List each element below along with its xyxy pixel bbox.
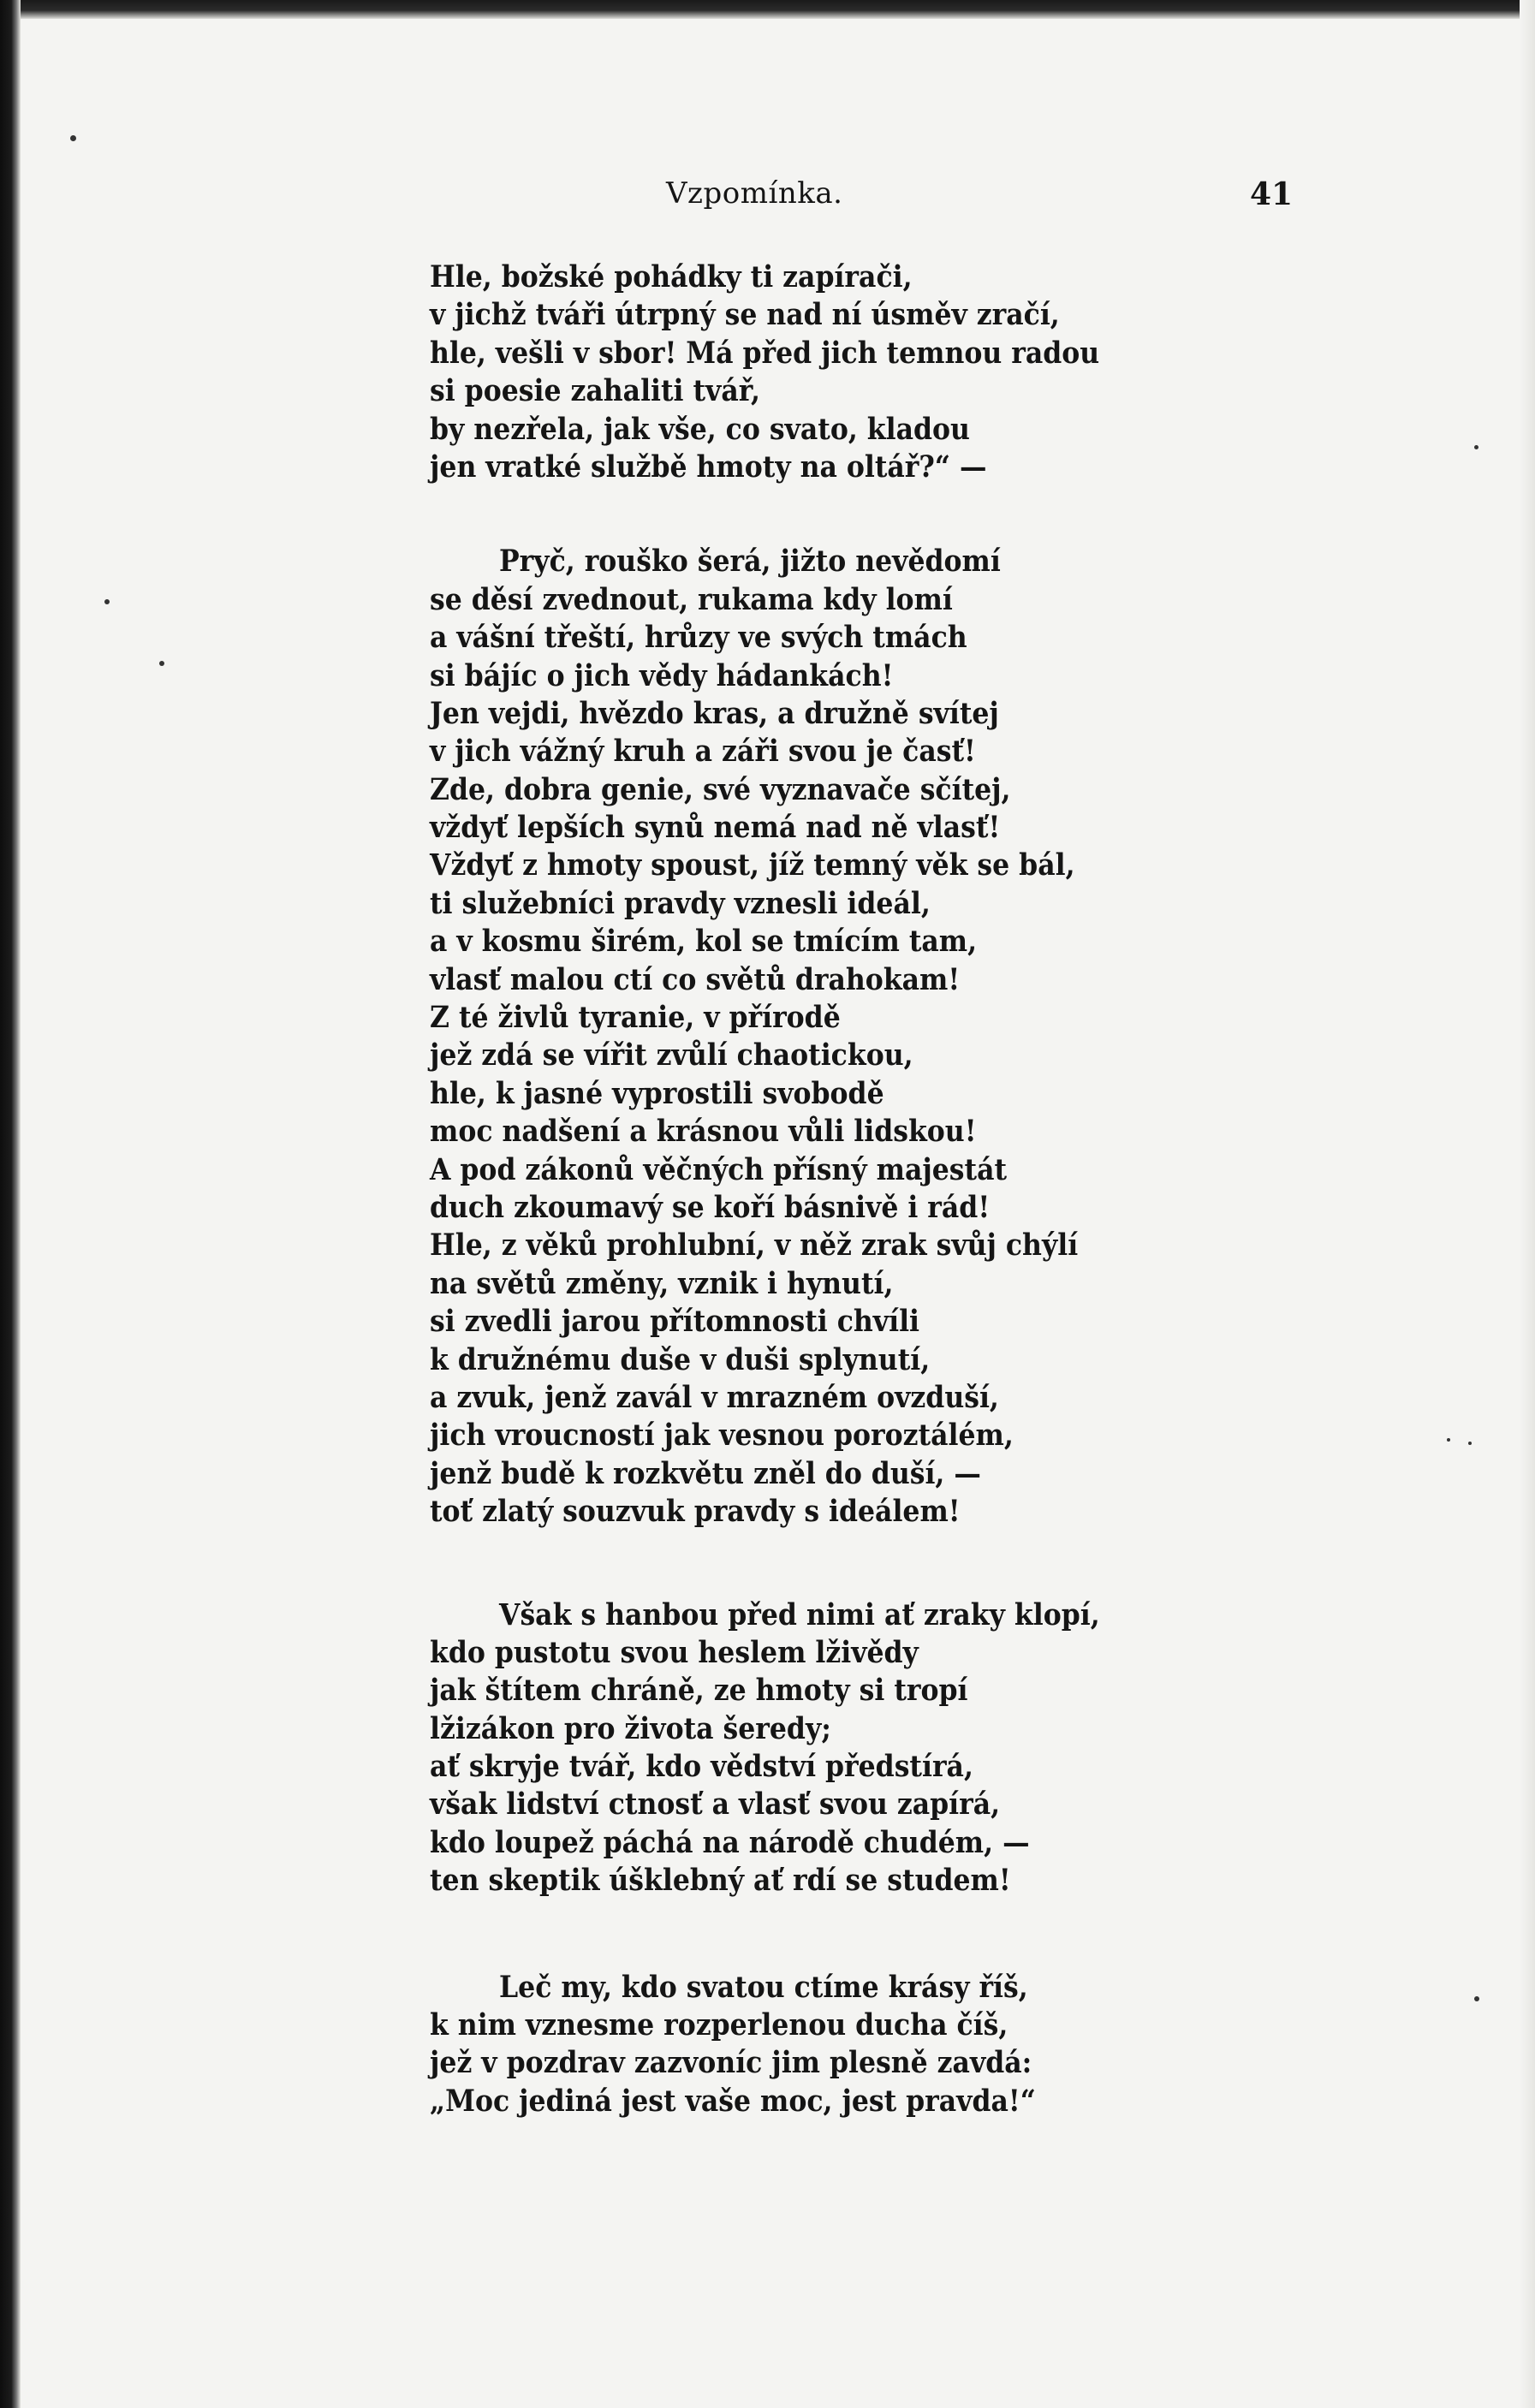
speck bbox=[1447, 1438, 1450, 1442]
poem-line: hle, vešli v sbor! Má před jich temnou radou bbox=[430, 335, 1100, 371]
stanza-4 bbox=[430, 1969, 1316, 2121]
poem-body bbox=[430, 259, 1316, 2120]
poem-line: a zvuk, jenž zavál v mrazném ovzduší, bbox=[430, 1379, 999, 1415]
poem-line: však lidství ctnosť a vlasť svou zapírá, bbox=[430, 1787, 1001, 1822]
poem-line: hle, k jasné vyprostili svobodě bbox=[430, 1075, 884, 1111]
poem-line: si zvedli jarou přítomnosti chvíli bbox=[430, 1304, 920, 1340]
poem-line: Z té živlů tyranie, v přírodě bbox=[430, 1000, 841, 1036]
poem-line: Hle, božské pohádky ti zapírači, bbox=[430, 259, 913, 294]
poem-line: na světů změny, vznik i hynutí, bbox=[430, 1265, 894, 1301]
speck bbox=[159, 661, 164, 666]
poem-line: kdo pustotu svou heslem lživědy bbox=[430, 1634, 919, 1670]
poem-line: toť zlatý souzvuk pravdy s ideálem! bbox=[430, 1494, 961, 1530]
poem-line: by nezřela, jak vše, co svato, kladou bbox=[430, 411, 970, 447]
stanza-2 bbox=[430, 543, 1316, 1531]
poem-line: se děsí zvednout, rukama kdy lomí bbox=[430, 581, 953, 617]
poem-line: jež zdá se vířit zvůlí chaotickou, bbox=[430, 1038, 913, 1073]
poem-line: Pryč, rouško šerá, jižto nevědomí bbox=[499, 544, 1001, 580]
running-title: Vzpomínka. bbox=[666, 176, 843, 211]
speck bbox=[1474, 445, 1478, 449]
speck bbox=[104, 599, 110, 604]
poem-line: a vášní třeští, hrůzy ve svých tmách bbox=[430, 620, 967, 656]
poem-line: Zde, dobra genie, své vyznavače sčítej, bbox=[430, 771, 1011, 807]
scan-top-border bbox=[19, 0, 1535, 19]
poem-line: jen vratké službě hmoty na oltář?“ — bbox=[430, 449, 987, 485]
poem-line: v jichž tváři útrpný se nad ní úsměv zračí, bbox=[430, 297, 1060, 333]
poem-line: v jich vážný kruh a záři svou je časť! bbox=[430, 734, 976, 770]
poem-line: Leč my, kdo svatou ctíme krásy říš, bbox=[499, 1969, 1028, 2005]
poem-line: jež v pozdrav zazvoníc jim plesně zavdá: bbox=[430, 2045, 1032, 2081]
poem-line: kdo loupež páchá na národě chudém, — bbox=[430, 1824, 1030, 1860]
poem-line: vlasť malou ctí co světů drahokam! bbox=[430, 961, 961, 997]
poem-line: duch zkoumavý se koří básnivě i rád! bbox=[430, 1189, 991, 1225]
poem-line: si poesie zahaliti tvář, bbox=[430, 373, 761, 409]
poem-line: lžizákon pro života šeredy; bbox=[430, 1710, 831, 1746]
page-header bbox=[0, 171, 1535, 223]
poem-line: Jen vejdi, hvězdo kras, a družně svítej bbox=[430, 695, 999, 731]
poem-line: a v kosmu širém, kol se tmícím tam, bbox=[430, 924, 978, 960]
speck bbox=[70, 135, 76, 141]
poem-line: A pod zákonů věčných přísný majestát bbox=[430, 1151, 1008, 1187]
poem-line: k nim vznesme rozperlenou ducha číš, bbox=[430, 2007, 1008, 2043]
poem-line: ti služebníci pravdy vznesli ideál, bbox=[430, 885, 931, 921]
poem-line: jak štítem chráně, ze hmoty si tropí bbox=[430, 1673, 968, 1709]
poem-line: ať skryje tvář, kdo vědství předstírá, bbox=[430, 1749, 973, 1785]
poem-line: „Moc jediná jest vaše moc, jest pravda!“ bbox=[430, 2083, 1036, 2119]
page-number: 41 bbox=[1250, 176, 1294, 212]
poem-line: Hle, z věků prohlubní, v něž zrak svůj chýlí bbox=[430, 1228, 1079, 1263]
poem-line: Vždyť z hmoty spoust, jíž temný věk se bál, bbox=[430, 847, 1075, 883]
speck bbox=[1474, 1996, 1479, 2001]
scan-left-border bbox=[0, 0, 21, 2408]
poem-line: Však s hanbou před nimi ať zraky klopí, bbox=[499, 1596, 1100, 1632]
poem-line: si bájíc o jich vědy hádankách! bbox=[430, 657, 894, 693]
stanza-1 bbox=[430, 259, 1316, 486]
scan-right-shade bbox=[1520, 0, 1535, 2408]
poem-line: k družnému duše v duši splynutí, bbox=[430, 1341, 931, 1377]
stanza-3 bbox=[430, 1596, 1316, 1900]
poem-line: vždyť lepších synů nemá nad ně vlasť! bbox=[430, 810, 1001, 846]
poem-line: ten skeptik úšklebný ať rdí se studem! bbox=[430, 1863, 1011, 1899]
poem-line: moc nadšení a krásnou vůli lidskou! bbox=[430, 1114, 977, 1150]
speck bbox=[1468, 1442, 1472, 1445]
poem-line: jich vroucností jak vesnou poroztálém, bbox=[430, 1418, 1014, 1454]
poem-line: jenž budě k rozkvětu zněl do duší, — bbox=[430, 1455, 981, 1491]
